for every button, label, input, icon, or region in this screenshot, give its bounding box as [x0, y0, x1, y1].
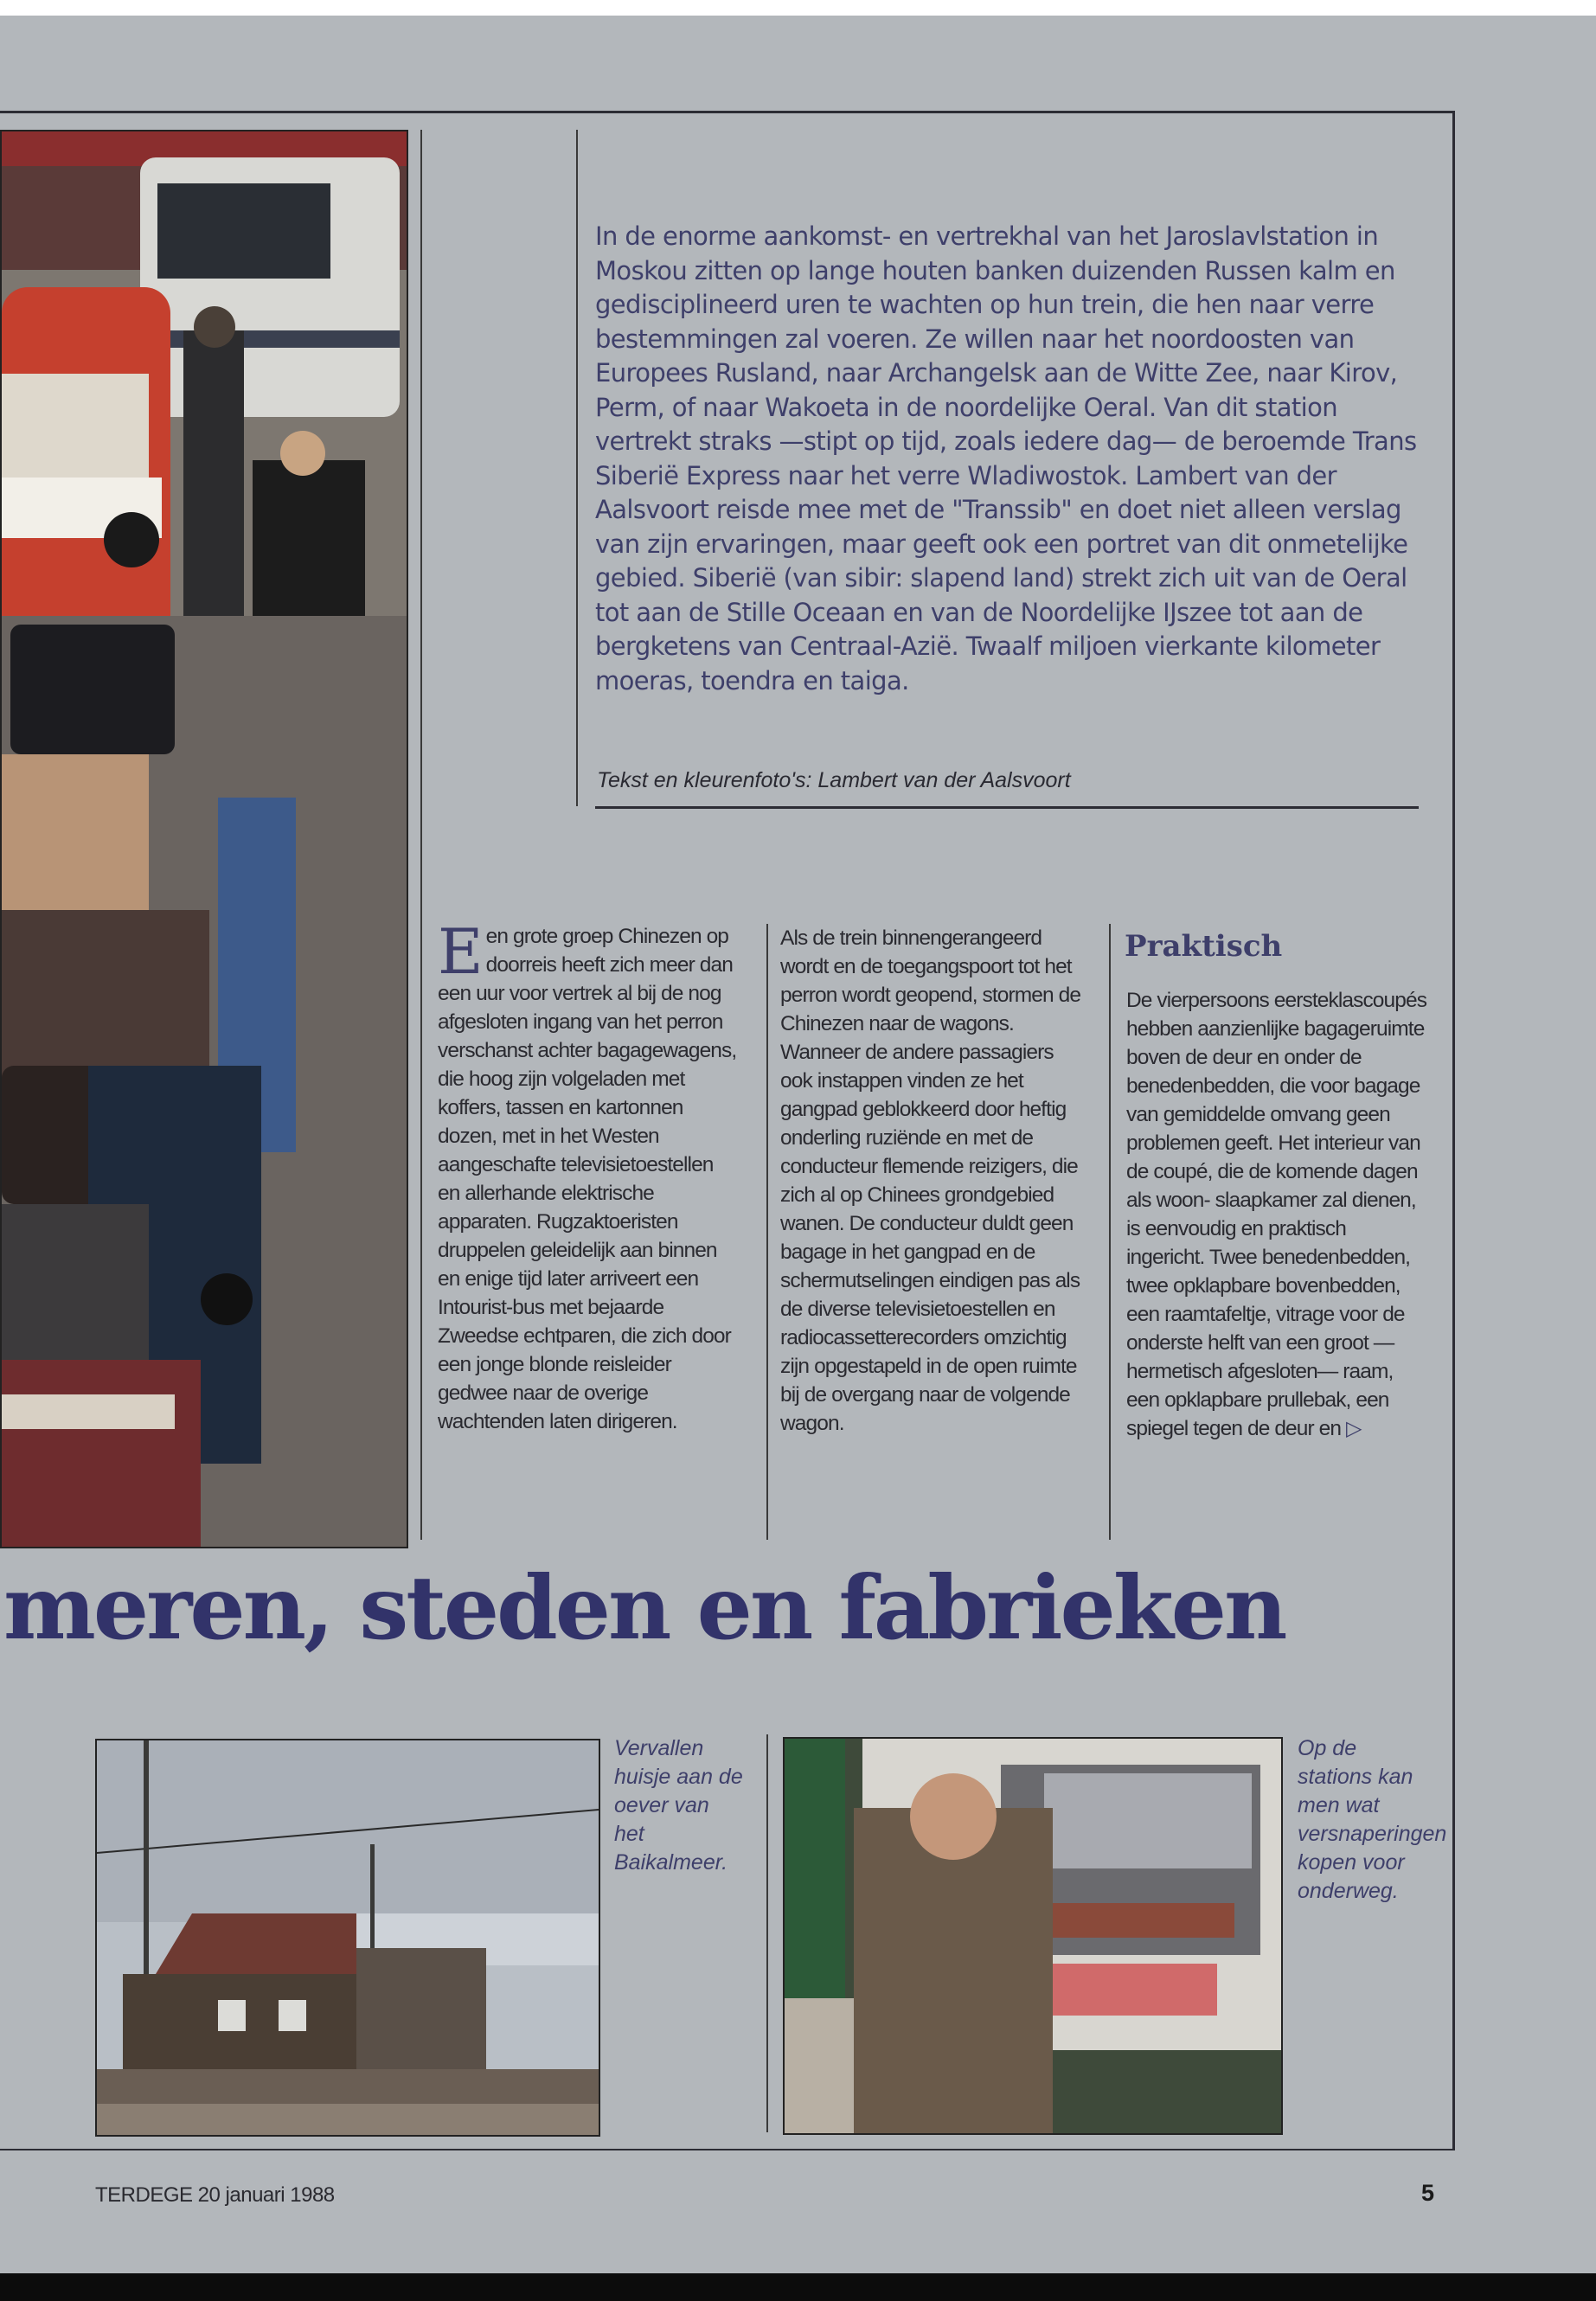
intro-text: In de enorme aankomst- en vertrekhal van het Jaroslavlstation in Moskou zitten op lange houten banken duizenden Russen kalm en gedisciplineerd uren te wachten op hun trein, die hen naar verre bestemmingen zal voeren. Ze willen naar het noordoosten van Europees Rusland, naar Archangelsk aan de Witte Zee, naar Kirov, Perm, of naar Wakoeta in de noordelijke Oeral. Van dit station vertrekt straks —stipt op tijd, zoals iedere dag— de beroemde Trans Siberië Express naar het verre Wladiwostok. Lambert van der Aalsvoort reisde mee met de "Transsib" en doet niet alleen verslag van zijn ervaringen, maar geeft ook een portret van dit onmetelijke gebied. Siberië (van sibir: slapend land) strekt zich uit van de Oeral tot aan de Stille Oceaan en van de Noordelijke IJszee tot aan de bergketens van Centraal-Azië. Twaalf miljoen vierkante kilometer moeras, toendra en taiga.	[595, 221, 1417, 695]
publication-footer: TERDEGE 20 januari 1988	[95, 2183, 335, 2207]
article-column-1	[438, 915, 739, 1436]
photo-credit: Tekst en kleurenfoto's: Lambert van der Aalsvoort	[597, 768, 1071, 792]
lake-house-caption: Vervallen huisje aan de oever van het Baikalmeer.	[614, 1736, 743, 1875]
top-margin	[0, 0, 1596, 16]
sidebar-text-body: De vierpersoons eersteklascoupés hebben aanzienlijke bagageruimte boven de deur en onder de benedenbedden, die voor bagage van gemiddelde omvang geen problemen geeft. Het interieur van de coupé, die de komende dagen als woon- slaapkamer zal dienen, is eenvoudig en praktisch ingericht. Twee benedenbedden, twee opklapbare bovenbedden, een raamtafeltje, vitrage voor de onderste helft van een groot —hermetisch afgesloten— raam, een opklapbare prullebak, een spiegel tegen de deur en	[1126, 989, 1427, 1440]
sidebar-text	[1126, 986, 1429, 1443]
continue-arrow-icon: ▷	[1346, 1417, 1362, 1440]
frame-bottom-rule	[0, 2149, 1455, 2150]
intro-divider	[576, 130, 578, 806]
drop-cap: E	[438, 915, 483, 988]
photo-divider	[420, 130, 422, 1540]
article-column-1-text: en grote groep Chinezen op doorreis heeft zich meer dan een uur voor vertrek al bij de nog afgesloten ingang van het perron verschanst achter bagagewagens, die hoog zijn volgeladen met koffers, tassen en kartonnen dozen, met in het Westen aangeschafte televisietoestellen en allerhande elektrische apparaten. Rugzaktoeristen druppelen geleidelijk aan binnen en enige tijd later arriveert een Intourist-bus met bejaarde Zweedse echtparen, die zich door een jonge blonde reisleider gedwee naar de overige wachtenden laten dirigeren.	[438, 925, 737, 1433]
sidebar-heading: Praktisch	[1125, 929, 1283, 964]
headline: meren, steden en fabrieken	[3, 1556, 1285, 1659]
station-platform-photo	[0, 130, 408, 1548]
article-column-2: Als de trein binnengerangeerd wordt en de toegangspoort tot het perron wordt geopend, stormen de Chinezen naar de wagons. Wanneer de andere passagiers ook instappen vinden ze het gangpad geblokkeerd door heftig onderling ruziënde en met de conducteur flemende reizigers, die zich al op Chinees grondgebied wanen. De conducteur duldt geen bagage in het gangpad en de schermutselingen eindigen pas als de diverse televisietoestellen en radiocassetterecorders omzichtig zijn opgestapeld in de open ruimte bij de overgang naar de volgende wagon.	[780, 926, 1081, 1435]
station-kiosk-caption: Op de stations kan men wat versnaperingen kopen voor onderweg.	[1298, 1736, 1447, 1903]
frame-top-rule	[0, 111, 1455, 113]
column-divider-2	[1109, 924, 1111, 1540]
column-divider-1	[766, 924, 768, 1540]
photo-row-divider	[766, 1734, 768, 2132]
frame-right-rule	[1452, 111, 1455, 2149]
bottom-margin	[0, 2273, 1596, 2301]
credit-rule	[595, 806, 1419, 809]
lake-house-photo	[95, 1739, 600, 2137]
page-number: 5	[1421, 2180, 1435, 2206]
station-kiosk-photo	[783, 1737, 1283, 2135]
